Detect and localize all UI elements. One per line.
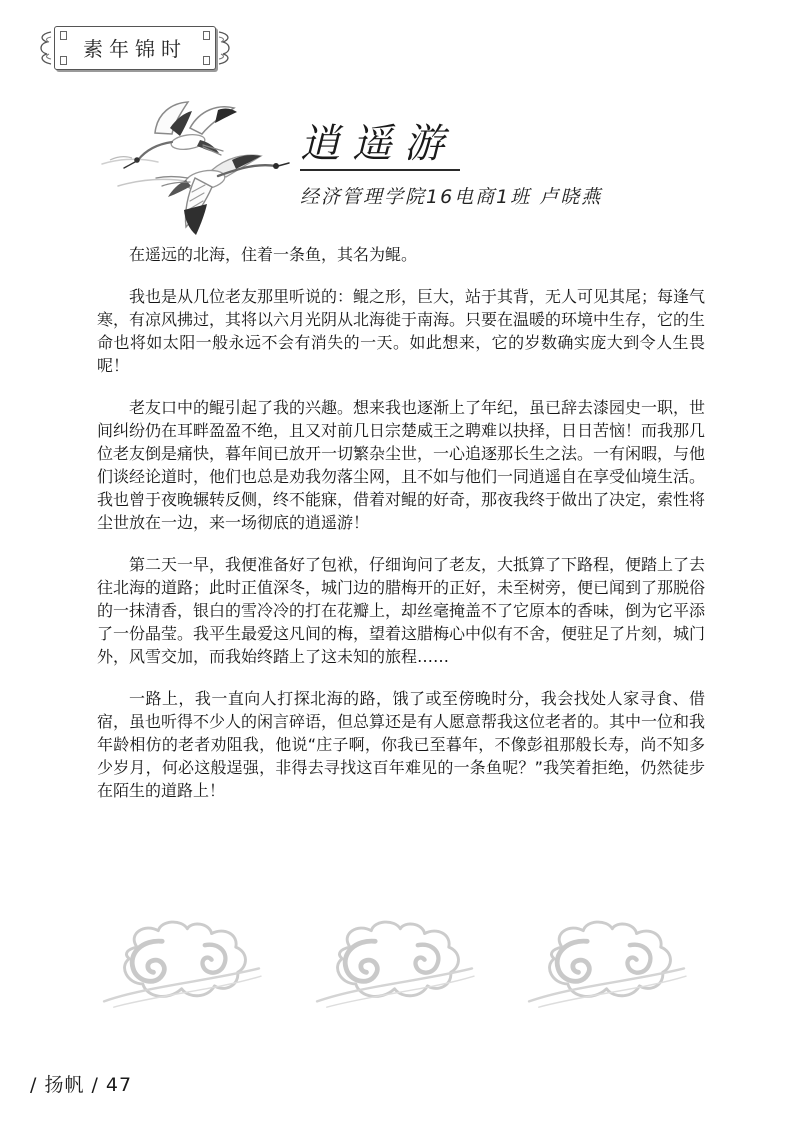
footer-page-label: / 扬帆 / 47 — [30, 1074, 133, 1096]
article-body — [97, 243, 705, 821]
body-paragraph: 一路上，我一直向人打探北海的路，饿了或至傍晚时分，我会找处人家寻食、借宿，虽也听得不少人的闲言碎语，但总算还是有人愿意帮我这位老者的。其中一位和我年龄相仿的老者劝阻我，他说“庄子啊，你我已至暮年，不像彭祖那般长寿，尚不知多少岁月，何必这般逞强，非得去寻找这百年难见的一条鱼呢？”我笑着拒绝，仍然徒步在陌生的道路上！ — [97, 689, 706, 800]
banner-corner-mark — [203, 31, 210, 40]
cloud-decorations — [100, 920, 690, 1012]
banner-corner-mark — [60, 56, 67, 65]
article-byline: 经济管理学院16电商1班 卢晓燕 — [300, 186, 603, 208]
banner-label: 素年锦时 — [83, 37, 187, 61]
crane-ink-illustration-icon — [100, 98, 290, 238]
auspicious-cloud-motif-icon — [100, 920, 265, 1012]
banner-scroll-left-icon — [36, 29, 52, 67]
body-paragraph: 我也是从几位老友那里听说的：鲲之形，巨大，站于其背，无人可见其尾；每逢气寒，有凉风拂过，其将以六月光阴从北海徙于南海。只要在温暖的环境中生存，它的生命也将如太阳一般永远不会有消失的一天。如此想来，它的岁数确实庞大到令人生畏呢！ — [97, 287, 706, 375]
banner-box — [54, 26, 216, 70]
body-paragraph: 老友口中的鲲引起了我的兴趣。想来我也逐渐上了年纪，虽已辞去漆园史一职，世间纠纷仍在耳畔盈盈不绝，且又对前几日宗楚威王之聘难以抉择，日日苦恼！而我那几位老友倒是痛快，暮年间已放开一切繁杂尘世，一心追逐那长生之法。一有闲暇，与他们谈经论道时，他们也总是劝我勿落尘网，且不如与他们一同逍遥自在享受仙境生活。我也曾于夜晚辗转反侧，终不能寐，借着对鲲的好奇，那夜我终于做出了决定，索性将尘世放在一边，来一场彻底的逍遥游！ — [97, 398, 706, 532]
body-paragraph: 在遥远的北海，住着一条鱼，其名为鲲。 — [129, 245, 418, 264]
auspicious-cloud-motif-icon — [313, 920, 478, 1012]
banner-scroll-right-icon — [218, 29, 234, 67]
banner-corner-mark — [60, 31, 67, 40]
auspicious-cloud-motif-icon — [525, 920, 690, 1012]
section-banner — [36, 26, 234, 70]
article-header — [300, 122, 602, 209]
article-title: 逍遥游 — [300, 122, 460, 171]
banner-corner-mark — [203, 56, 210, 65]
body-paragraph: 第二天一早，我便准备好了包袱，仔细询问了老友，大抵算了下路程，便踏上了去往北海的道路；此时正值深冬，城门边的腊梅开的正好，未至树旁，便已闻到了那脱俗的一抹清香，银白的雪冷冷的打在花瓣上，却丝毫掩盖不了它原本的香味，倒为它平添了一份晶莹。我平生最爱这凡间的梅，望着这腊梅心中似有不舍，便驻足了片刻，城门外，风雪交加，而我始终踏上了这未知的旅程…… — [97, 555, 706, 666]
